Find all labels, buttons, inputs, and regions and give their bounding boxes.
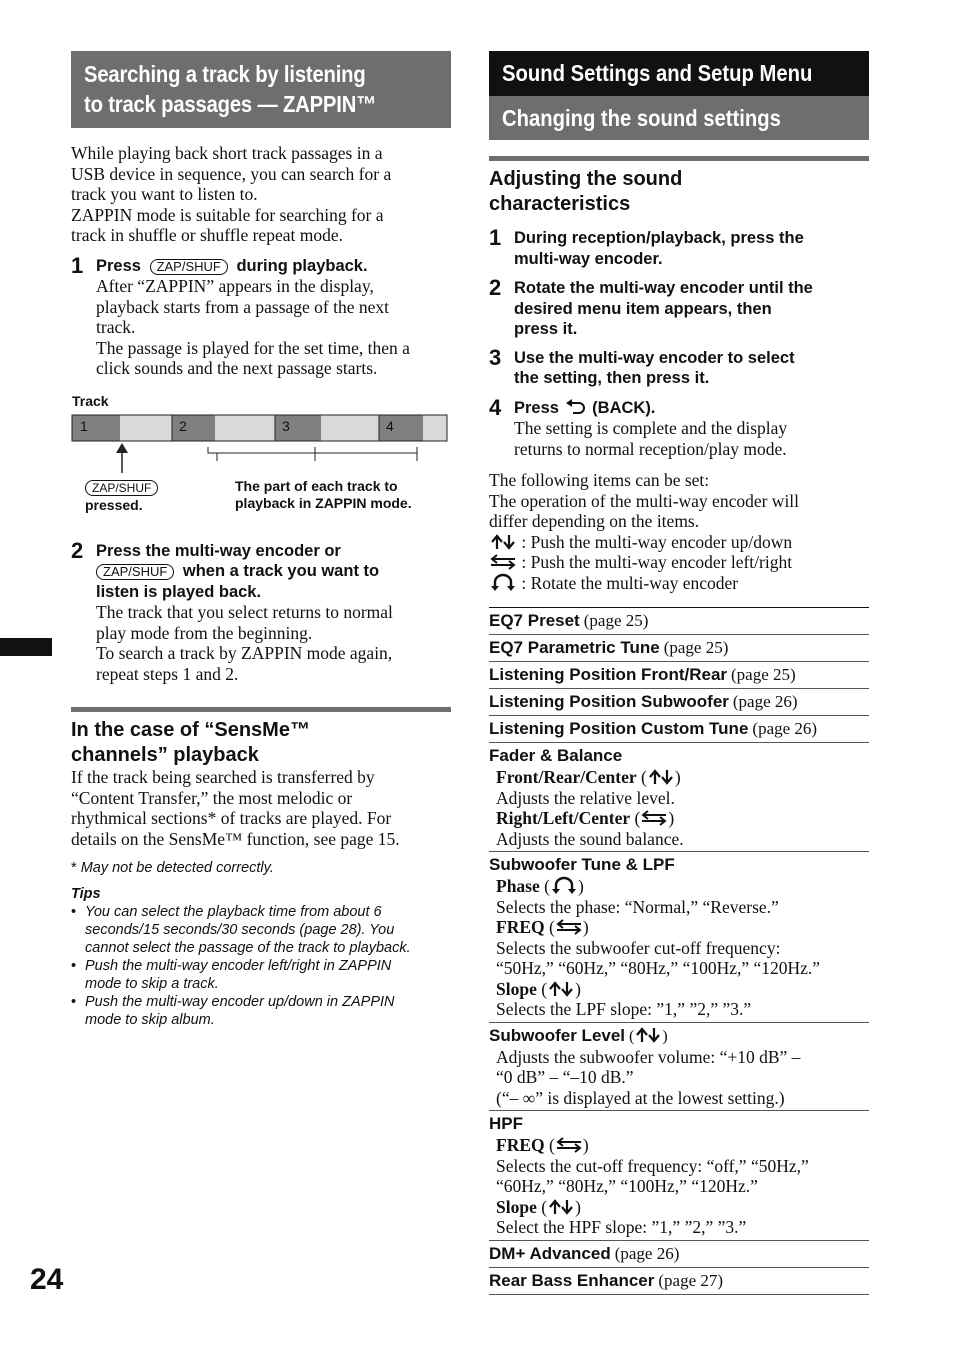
menu-row-subwoofer-tune	[489, 852, 869, 1023]
subtune-phase-desc: Selects the phase: “Normal,” “Reverse.”	[496, 896, 779, 917]
footnote-text: May not be detected correctly.	[80, 860, 274, 876]
sound-settings-title: Sound Settings and Setup Menu	[502, 60, 813, 86]
zappin-intro	[71, 143, 451, 246]
tip-line: • You can select the playback time from about 6	[85, 904, 382, 920]
zap-shuf-key-icon: ZAP/SHUF	[96, 564, 174, 580]
sensme-heading-line: channels” playback	[71, 743, 259, 766]
step-2-heading	[96, 541, 451, 603]
subtune-freq-desc: “50Hz,” “60Hz,” “80Hz,” “100Hz,” “120Hz.”	[496, 958, 821, 978]
step-4-body-line: returns to normal reception/play mode.	[514, 438, 787, 459]
menu-row-lp-custom	[489, 716, 869, 743]
diagram-track-2: 2	[179, 417, 187, 434]
sublevel-desc: (“– ∞” is displayed at the lowest setting.)	[496, 1087, 785, 1108]
up-down-arrow-icon	[547, 981, 575, 997]
zap-shuf-key-icon: ZAP/SHUF	[85, 480, 158, 496]
step-head-line: During reception/playback, press the	[514, 229, 804, 247]
step-2-body-line: play mode from the beginning.	[96, 622, 313, 643]
adjust-step-1	[489, 225, 869, 269]
fader-frc-desc: Adjusts the relative level.	[496, 787, 675, 808]
legend-updown-text: : Push the multi-way encoder up/down	[521, 531, 793, 552]
tip-line: • Push the multi-way encoder up/down in ZAPPIN	[85, 994, 395, 1010]
legend-rotate-text: : Rotate the multi-way encoder	[521, 572, 739, 593]
step-1-press: Press	[96, 256, 141, 275]
step-number: 1	[71, 252, 84, 278]
adjust-step-2	[489, 275, 869, 340]
step-1-body-line: click sounds and the next passage starts.	[96, 358, 378, 378]
hpf-details: FREQ ( ) Selects the cut-off frequency: “off,” “50Hz,” “60Hz,” “80Hz,” “100Hz,” “120Hz.” Slope ( ) Select the HPF slope: ”1,” ”2,” ”3.”	[489, 1135, 869, 1238]
changing-sound-title: Changing the sound settings	[502, 105, 781, 131]
tip-line: mode to skip a track.	[85, 976, 219, 992]
page-number: 24	[30, 1263, 64, 1296]
menu-row-eq7-parametric	[489, 635, 869, 662]
fader-rlc-desc: Adjusts the sound balance.	[496, 828, 684, 849]
menu-row-hpf	[489, 1111, 869, 1241]
right-column	[489, 51, 869, 1295]
tip-item	[71, 903, 451, 957]
step-head-line: Use the multi-way encoder to select	[514, 348, 795, 367]
step-2-body	[96, 602, 451, 684]
section-rule	[489, 156, 869, 161]
menu-item-title: DM+ Advanced	[489, 1243, 611, 1263]
step-1-body-line: track.	[96, 317, 136, 337]
adjust-step-1-heading	[514, 228, 869, 269]
sublevel-desc: “0 dB” – “–10 dB.”	[496, 1067, 634, 1087]
menu-item-page: (page 25)	[583, 611, 649, 630]
menu-item-title: Subwoofer Level	[489, 1025, 626, 1045]
hpf-slope-desc: Select the HPF slope: ”1,” ”2,” ”3.”	[496, 1217, 747, 1237]
hpf-freq-label: FREQ	[496, 1135, 545, 1155]
menu-item-title: Listening Position Subwoofer	[489, 692, 729, 711]
step-head-line: press it.	[514, 320, 578, 338]
fader-rlc-label: Right/Left/Center	[496, 808, 631, 828]
back-arrow-icon	[564, 399, 588, 415]
menu-item-title: EQ7 Parametric Tune	[489, 638, 660, 657]
zappin-title-line2: to track passages — ZAPPIN™	[84, 91, 377, 117]
step-2-body-line: The track that you select returns to normal	[96, 602, 393, 622]
diagram-track-4: 4	[386, 417, 394, 434]
intro-line: ZAPPIN mode is suitable for searching for a	[71, 204, 384, 225]
step-2-head-line: listen is played back.	[96, 582, 262, 601]
menu-row-lp-subwoofer	[489, 689, 869, 716]
step-1-body-line: playback starts from a passage of the next	[96, 296, 390, 317]
fader-front-rear: Front/Rear/Center ( ) Adjusts the relative level. Right/Left/Center ( ) Adjusts the sound balance.	[489, 767, 869, 849]
settings-menu-table	[489, 607, 869, 1295]
left-column	[71, 51, 451, 1029]
rotate-arrow-icon	[489, 573, 517, 591]
left-right-arrow-icon	[640, 810, 668, 826]
menu-item-title: HPF	[489, 1114, 523, 1133]
following-line: The operation of the multi-way encoder will	[489, 490, 800, 511]
menu-item-title: Listening Position Front/Rear	[489, 665, 728, 684]
up-down-arrow-icon	[634, 1027, 662, 1043]
menu-row-eq7-preset	[489, 608, 869, 635]
menu-row-fader-balance	[489, 743, 869, 852]
adjust-step-4-heading	[514, 398, 869, 419]
menu-item-page: (page 26)	[614, 1243, 680, 1263]
changing-sound-banner	[489, 96, 869, 140]
subtune-details: Phase ( ) Selects the phase: “Normal,” “Reverse.” FREQ ( ) Selects the subwoofer cut-off frequency: “50Hz,” “60Hz,” “80Hz,” “100Hz,” “120Hz.” Slope ( ) Selects the LPF slope: ”1,” ”2,” ”3.”	[489, 876, 869, 1020]
intro-line: USB device in sequence, you can search for a	[71, 163, 392, 184]
sensme-body-line: details on the SensMe™ function, see page 15.	[71, 828, 400, 849]
menu-item-title: Listening Position Custom Tune	[489, 719, 749, 738]
legend-leftright-text: : Push the multi-way encoder left/right	[521, 552, 793, 572]
tip-line: mode to skip album.	[85, 1012, 215, 1028]
following-line: differ depending on the items.	[489, 511, 700, 531]
tip-line: cannot select the passage of the track to playback.	[85, 940, 411, 956]
tips-block	[71, 885, 451, 1029]
step-2-head-line: Press the multi-way encoder or	[96, 541, 341, 560]
step-number: 3	[489, 344, 502, 370]
zappin-title-line1: Searching a track by listening	[84, 61, 366, 87]
fader-frc-label: Front/Rear/Center	[496, 767, 637, 787]
step-number: 2	[71, 537, 84, 563]
menu-item-page: (page 26)	[752, 719, 818, 738]
step-number: 4	[489, 394, 502, 420]
step-2-body-line: repeat steps 1 and 2.	[96, 663, 239, 684]
intro-line: track in shuffle or shuffle repeat mode.	[71, 225, 343, 245]
step-2-head-line: when a track you want to	[182, 562, 380, 580]
step-head-line: multi-way encoder.	[514, 249, 663, 268]
adjust-step-3	[489, 344, 869, 389]
menu-item-page: (page 25)	[663, 638, 729, 657]
subtune-freq-desc: Selects the subwoofer cut-off frequency:	[496, 937, 781, 958]
sublevel-desc: Adjusts the subwoofer volume: “+10 dB” –	[496, 1046, 801, 1067]
intro-line: track you want to listen to.	[71, 184, 258, 204]
diagram-track-1: 1	[80, 417, 88, 434]
zappin-title-banner	[71, 51, 451, 128]
step-1-body	[96, 276, 451, 379]
adjust-step-4	[489, 394, 869, 460]
adjusting-heading-line: characteristics	[489, 192, 631, 215]
step-4-body	[514, 418, 869, 459]
step-4-back-label: (BACK).	[592, 398, 656, 417]
legend-leftright	[489, 552, 869, 573]
sensme-body-line: rhythmical sections* of tracks are played. For	[71, 808, 392, 828]
step-1-body-line: The passage is played for the set time, then a	[96, 337, 410, 358]
left-right-arrow-icon	[489, 554, 517, 570]
subtune-slope-desc: Selects the LPF slope: ”1,” ”2,” ”3.”	[496, 999, 752, 1019]
menu-item-page: (page 27)	[658, 1270, 724, 1290]
tip-line: seconds/15 seconds/30 seconds (page 28). You	[85, 922, 395, 938]
footnote-mark: *	[71, 860, 77, 876]
zappin-step-2	[71, 537, 451, 685]
sensme-body	[71, 767, 451, 849]
following-line: The following items can be set:	[489, 470, 710, 490]
sensme-body-line: If the track being searched is transferred by	[71, 767, 375, 787]
diagram-track-3: 3	[282, 417, 290, 434]
section-rule	[71, 707, 451, 712]
menu-item-title: Rear Bass Enhancer	[489, 1270, 655, 1290]
step-4-body-line: The setting is complete and the display	[514, 418, 788, 438]
intro-line: While playing back short track passages in a	[71, 143, 383, 163]
diagram-caption	[235, 478, 412, 512]
menu-item-page: (page 26)	[732, 692, 798, 711]
up-down-arrow-icon	[647, 769, 675, 785]
diagram-caption-line: The part of each track to	[235, 477, 398, 494]
zap-shuf-key-icon: ZAP/SHUF	[150, 259, 228, 275]
step-1-after-key: during playback.	[236, 256, 368, 275]
left-right-arrow-icon	[555, 1137, 583, 1153]
step-head-line: Rotate the multi-way encoder until the	[514, 279, 813, 297]
step-head-line: the setting, then press it.	[514, 369, 710, 387]
tip-item	[71, 957, 451, 993]
sensme-footnote	[71, 859, 451, 877]
menu-item-title: EQ7 Preset	[489, 611, 580, 630]
menu-row-lp-front-rear	[489, 662, 869, 689]
menu-row-subwoofer-level: Subwoofer Level ( ) Adjusts the subwoofer volume: “+10 dB” – “0 dB” – “–10 dB.” (“– ∞” is displayed at the lowest setting.)	[489, 1023, 869, 1112]
step-4-press: Press	[514, 398, 559, 417]
up-down-arrow-icon	[547, 1199, 575, 1215]
tips-heading: Tips	[71, 886, 101, 902]
sensme-heading-line: In the case of “SensMe™	[71, 719, 310, 741]
subtune-slope-label: Slope	[496, 978, 537, 999]
adjust-step-3-heading	[514, 348, 869, 389]
adjusting-heading-line: Adjusting the sound	[489, 168, 683, 190]
menu-item-title: Fader & Balance	[489, 746, 623, 765]
tips-list	[71, 903, 451, 1029]
menu-item-title: Subwoofer Tune & LPF	[489, 855, 675, 874]
legend-rotate	[489, 573, 869, 594]
following-items-text	[489, 470, 869, 593]
step-1-body-line: After “ZAPPIN” appears in the display,	[96, 276, 374, 296]
subtune-freq-label: FREQ	[496, 917, 545, 937]
zappin-diagram	[71, 393, 451, 533]
menu-row-dm-advanced	[489, 1241, 869, 1268]
adjusting-heading	[489, 167, 869, 216]
sound-settings-banner	[489, 51, 869, 96]
hpf-freq-desc: Selects the cut-off frequency: “off,” “50Hz,”	[496, 1155, 809, 1176]
sensme-heading	[71, 718, 451, 767]
menu-item-page: (page 25)	[731, 665, 796, 684]
hpf-freq-desc: “60Hz,” “80Hz,” “100Hz,” “120Hz.”	[496, 1176, 758, 1196]
diagram-caption-line: playback in ZAPPIN mode.	[235, 494, 412, 511]
menu-row-rear-bass	[489, 1268, 869, 1295]
adjust-step-2-heading	[514, 278, 869, 340]
zappin-step-1	[71, 252, 451, 379]
track-bar-diagram	[71, 413, 451, 473]
tip-item	[71, 993, 451, 1029]
step-2-body-line: To search a track by ZAPPIN mode again,	[96, 643, 393, 663]
subtune-phase-label: Phase	[496, 876, 540, 896]
up-down-arrow-icon	[489, 534, 517, 550]
legend-updown	[489, 532, 869, 553]
section-side-tab	[0, 638, 52, 656]
hpf-slope-label: Slope	[496, 1196, 537, 1217]
step-number: 2	[489, 275, 502, 300]
step-head-line: desired menu item appears, then	[514, 299, 772, 318]
rotate-arrow-icon	[550, 876, 578, 894]
diagram-pressed-label: pressed.	[85, 496, 143, 513]
step-1-heading	[96, 256, 451, 277]
sensme-body-line: “Content Transfer,” the most melodic or	[71, 787, 353, 808]
diagram-track-label: Track	[72, 392, 109, 409]
left-right-arrow-icon	[555, 919, 583, 935]
diagram-pressed	[85, 479, 158, 513]
tip-line: • Push the multi-way encoder left/right in ZAPPIN	[85, 958, 392, 974]
sublevel-details	[489, 1047, 869, 1109]
step-number: 1	[489, 225, 502, 250]
